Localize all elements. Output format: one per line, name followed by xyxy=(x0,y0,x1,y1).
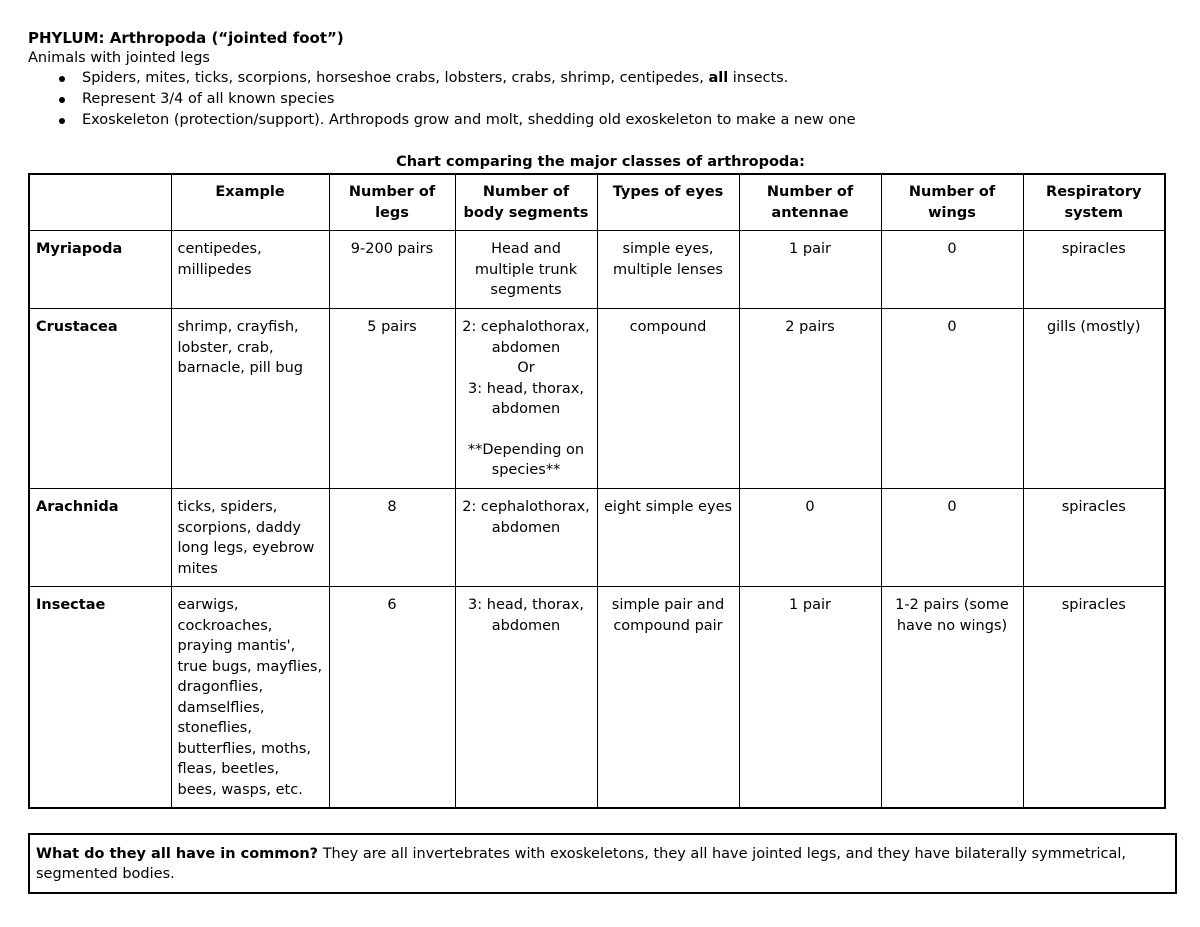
segments-cell: 3: head, thorax, abdomen xyxy=(455,587,597,808)
eyes-cell: simple eyes, multiple lenses xyxy=(597,231,739,309)
legs-cell: 6 xyxy=(329,587,455,808)
wings-cell: 0 xyxy=(881,309,1023,489)
antennae-cell: 2 pairs xyxy=(739,309,881,489)
example-cell: earwigs, cockroaches, praying mantis', true bugs, mayflies, dragonflies, damselflies, stoneflies, butterflies, moths, fleas, beetles, bees, wasps, etc. xyxy=(171,587,329,808)
common-traits-box xyxy=(28,833,1177,894)
class-name: Crustacea xyxy=(29,309,171,489)
chart-title: Chart comparing the major classes of arthropoda: xyxy=(396,154,805,170)
column-header: Number of wings xyxy=(881,174,1023,231)
eyes-cell: eight simple eyes xyxy=(597,489,739,587)
table-row xyxy=(29,489,1165,587)
class-name: Insectae xyxy=(29,587,171,808)
legs-cell: 9-200 pairs xyxy=(329,231,455,309)
column-header: Example xyxy=(171,174,329,231)
wings-cell: 0 xyxy=(881,231,1023,309)
eyes-cell: simple pair and compound pair xyxy=(597,587,739,808)
bullet-item: Spiders, mites, ticks, scorpions, horseshoe crabs, lobsters, crabs, shrimp, centipedes, all insects. xyxy=(82,68,1173,89)
segments-cell: 2: cephalothorax, abdomen xyxy=(455,489,597,587)
column-header: Number of antennae xyxy=(739,174,881,231)
column-header: Number of body segments xyxy=(455,174,597,231)
column-header xyxy=(29,174,171,231)
legs-cell: 8 xyxy=(329,489,455,587)
table-header-row xyxy=(29,174,1165,231)
antennae-cell: 1 pair xyxy=(739,231,881,309)
page-subtitle: Animals with jointed legs xyxy=(28,50,210,66)
common-question: What do they all have in common? xyxy=(36,846,319,862)
column-header: Types of eyes xyxy=(597,174,739,231)
table-row xyxy=(29,309,1165,489)
segments-cell: Head and multiple trunk segments xyxy=(455,231,597,309)
page-title: PHYLUM: Arthropoda (“jointed foot”) xyxy=(28,29,344,47)
example-cell: centipedes, millipedes xyxy=(171,231,329,309)
example-cell: ticks, spiders, scorpions, daddy long legs, eyebrow mites xyxy=(171,489,329,587)
legs-cell: 5 pairs xyxy=(329,309,455,489)
example-cell: shrimp, crayfish, lobster, crab, barnacle, pill bug xyxy=(171,309,329,489)
class-name: Arachnida xyxy=(29,489,171,587)
wings-cell: 1-2 pairs (some have no wings) xyxy=(881,587,1023,808)
wings-cell: 0 xyxy=(881,489,1023,587)
column-header: Respiratory system xyxy=(1023,174,1165,231)
respiratory-cell: spiracles xyxy=(1023,489,1165,587)
column-header: Number of legs xyxy=(329,174,455,231)
arthropod-classes-table xyxy=(28,173,1166,809)
antennae-cell: 1 pair xyxy=(739,587,881,808)
antennae-cell: 0 xyxy=(739,489,881,587)
respiratory-cell: spiracles xyxy=(1023,231,1165,309)
class-name: Myriapoda xyxy=(29,231,171,309)
intro-bullet-list xyxy=(28,68,1173,131)
respiratory-cell: gills (mostly) xyxy=(1023,309,1165,489)
table-row xyxy=(29,587,1165,808)
document-page xyxy=(28,28,1173,882)
respiratory-cell: spiracles xyxy=(1023,587,1165,808)
common-answer: They are all invertebrates with exoskeletons, they all have jointed legs, and they have bilaterally symmetrical, segmented bodies. xyxy=(36,846,1127,882)
segments-cell: 2: cephalothorax, abdomen Or 3: head, thorax, abdomen **Depending on species** xyxy=(455,309,597,489)
table-row xyxy=(29,231,1165,309)
bullet-item: Exoskeleton (protection/support). Arthropods grow and molt, shedding old exoskeleton to make a new one xyxy=(82,110,1173,131)
eyes-cell: compound xyxy=(597,309,739,489)
bullet-item: Represent 3/4 of all known species xyxy=(82,89,1173,110)
